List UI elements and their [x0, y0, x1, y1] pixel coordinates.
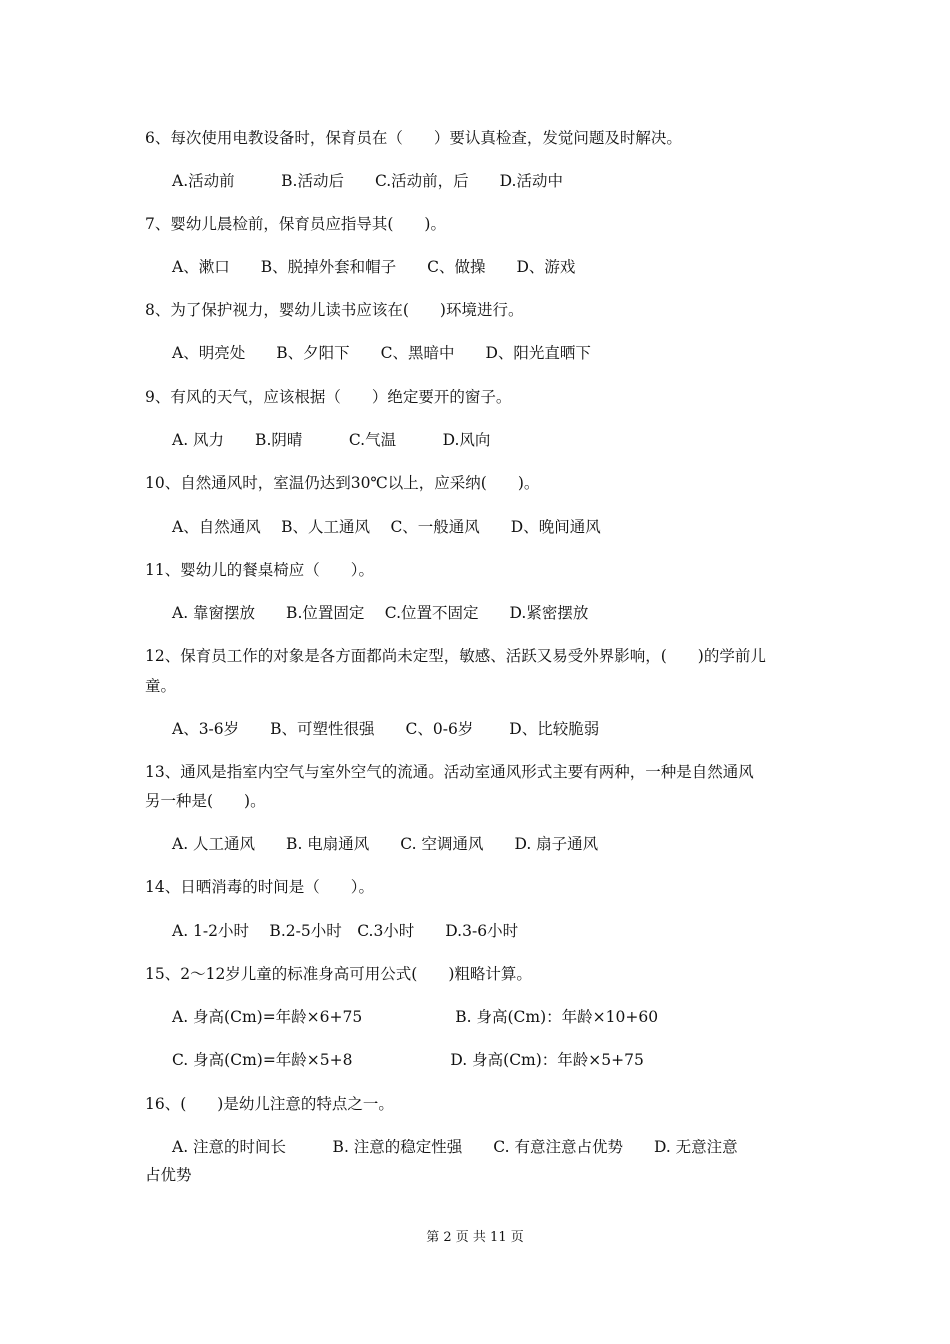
question-16-options-line-1: A. 注意的时间长 B. 注意的稳定性强 C. 有意注意占优势 D. 无意注意	[172, 1138, 738, 1156]
question-11-options: A. 靠窗摆放 B.位置固定 C.位置不固定 D.紧密摆放	[172, 604, 589, 622]
question-7: 7、婴幼儿晨检前，保育员应指导其( )。	[145, 215, 446, 233]
question-15: 15、2～12岁儿童的标准身高可用公式( )粗略计算。	[145, 965, 532, 983]
question-15-options-line-2: C. 身高(Cm)=年龄×5+8 D. 身高(Cm)：年龄×5+75	[172, 1051, 644, 1069]
question-10-options: A、自然通风 B、人工通风 C、一般通风 D、晚间通风	[172, 518, 601, 536]
question-12-options: A、3-6岁 B、可塑性很强 C、0-6岁 D、比较脆弱	[172, 720, 600, 738]
question-7-options: A、漱口 B、脱掉外套和帽子 C、做操 D、游戏	[172, 258, 576, 276]
question-16-options-line-2: 占优势	[145, 1166, 192, 1184]
question-14: 14、日晒消毒的时间是（ ）。	[145, 878, 374, 896]
question-8: 8、为了保护视力，婴幼儿读书应该在( )环境进行。	[145, 301, 524, 319]
question-6-options: A.活动前 B.活动后 C.活动前，后 D.活动中	[172, 172, 563, 190]
question-11: 11、婴幼儿的餐桌椅应（ ）。	[145, 561, 374, 579]
question-9: 9、有风的天气，应该根据（ ）绝定要开的窗子。	[145, 388, 512, 406]
question-14-options: A. 1-2小时 B.2-5小时 C.3小时 D.3-6小时	[172, 922, 519, 940]
question-8-options: A、明亮处 B、夕阳下 C、黑暗中 D、阳光直晒下	[172, 344, 591, 362]
page-footer: 第 2 页 共 11 页	[426, 1230, 524, 1245]
question-15-options-line-1: A. 身高(Cm)=年龄×6+75 B. 身高(Cm)：年龄×10+60	[172, 1008, 659, 1026]
question-12-line-1: 12、保育员工作的对象是各方面都尚未定型，敏感、活跃又易受外界影响，( )的学前儿	[145, 647, 766, 665]
question-12-line-2: 童。	[145, 677, 177, 695]
question-13-line-1: 13、通风是指室内空气与室外空气的流通。活动室通风形式主要有两种，一种是自然通风	[145, 763, 754, 781]
question-10: 10、自然通风时，室温仍达到30℃以上，应采纳( )。	[145, 474, 540, 492]
question-13-options: A. 人工通风 B. 电扇通风 C. 空调通风 D. 扇子通风	[172, 835, 599, 853]
question-16: 16、( )是幼儿注意的特点之一。	[145, 1095, 394, 1113]
question-9-options: A. 风力 B.阴晴 C.气温 D.风向	[172, 431, 491, 449]
question-6: 6、每次使用电教设备时，保育员在（ ）要认真检查，发觉问题及时解决。	[145, 129, 682, 147]
question-13-line-2: 另一种是( )。	[145, 792, 266, 810]
